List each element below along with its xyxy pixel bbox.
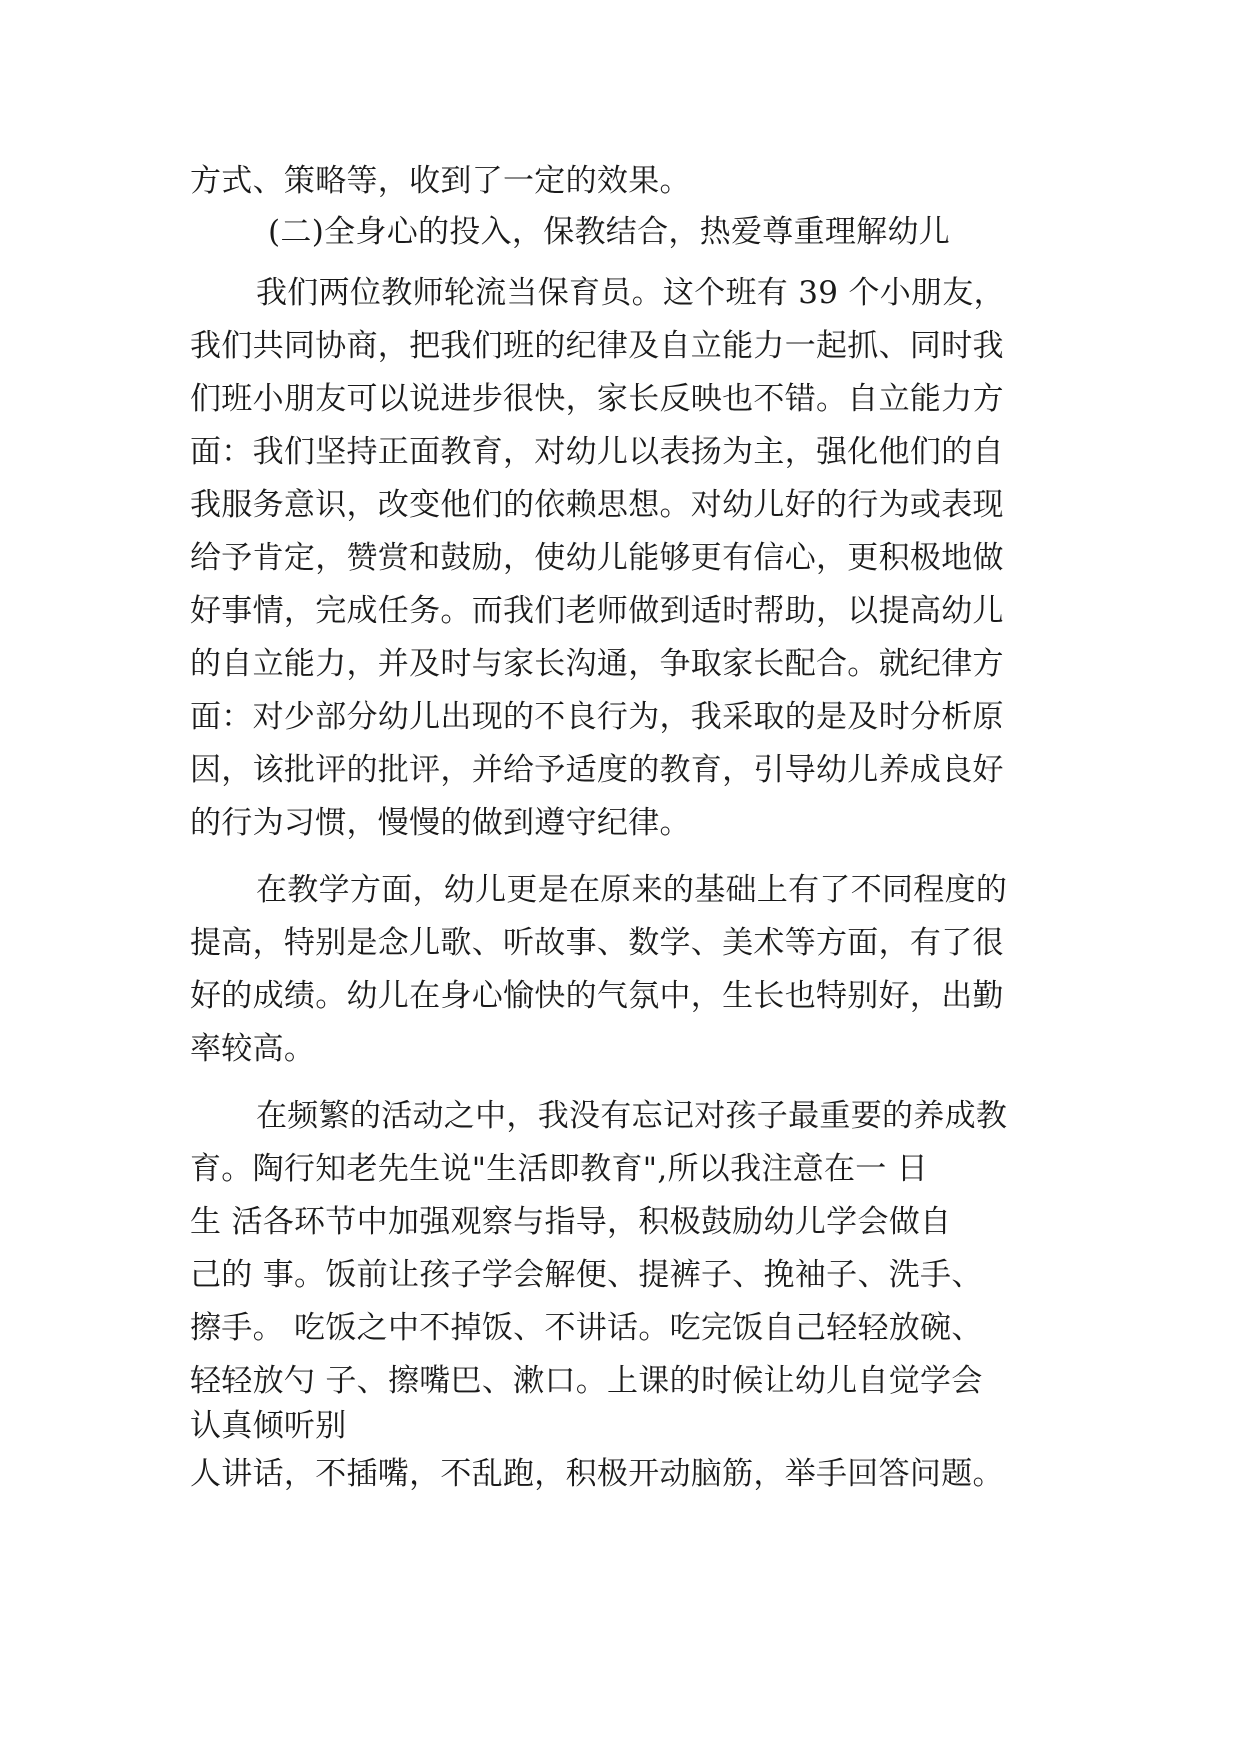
text-line: 人讲话，不插嘴，不乱跑，积极开动脑筋，举手回答问题。 — [190, 1456, 1004, 1492]
text-line: 育。陶行知老先生说"生活即教育",所以我注意在一 日 — [190, 1151, 929, 1187]
text-line: 好事情，完成任务。而我们老师做到适时帮助，以提高幼儿 — [190, 593, 1004, 629]
text-line: 方式、策略等，收到了一定的效果。 — [190, 163, 691, 199]
text-line: 提高，特别是念儿歌、听故事、数学、美术等方面，有了很 — [190, 925, 1004, 961]
text-line: 在教学方面，幼儿更是在原来的基础上有了不同程度的 — [256, 872, 1008, 908]
text-line: 的行为习惯，慢慢的做到遵守纪律。 — [190, 805, 691, 841]
text-line: 我们共同协商，把我们班的纪律及自立能力一起抓、同时我 — [190, 328, 1004, 364]
text-line: 给予肯定，赞赏和鼓励，使幼儿能够更有信心，更积极地做 — [190, 540, 1004, 576]
text-line: 生 活各环节中加强观察与指导，积极鼓励幼儿学会做自 — [190, 1204, 952, 1240]
text-line: 面：对少部分幼儿出现的不良行为，我采取的是及时分析原 — [190, 699, 1004, 735]
text-line: 在频繁的活动之中，我没有忘记对孩子最重要的养成教 — [256, 1098, 1008, 1134]
text-line: 率较高。 — [190, 1031, 316, 1067]
text-line: 擦手。 吃饭之中不掉饭、不讲话。吃完饭自己轻轻放碗、 — [190, 1310, 983, 1346]
text-line: 们班小朋友可以说进步很快，家长反映也不错。自立能力方 — [190, 381, 1004, 417]
text-line: 我们两位教师轮流当保育员。这个班有 39 个小朋友， — [256, 275, 1005, 311]
text-line: 好的成绩。幼儿在身心愉快的气氛中，生长也特别好，出勤 — [190, 978, 1004, 1014]
text-line: 轻轻放勺 子、擦嘴巴、漱口。上课的时候让幼儿自觉学会 — [190, 1363, 983, 1399]
text-line: 的自立能力，并及时与家长沟通，争取家长配合。就纪律方 — [190, 646, 1004, 682]
text-line: 认真倾听别 — [190, 1408, 347, 1444]
text-line: 因，该批评的批评，并给予适度的教育，引导幼儿养成良好 — [190, 752, 1004, 788]
text-line: 面：我们坚持正面教育，对幼儿以表扬为主，强化他们的自 — [190, 434, 1004, 470]
text-line: 我服务意识，改变他们的依赖思想。对幼儿好的行为或表现 — [190, 487, 1004, 523]
section-heading: (二)全身心的投入，保教结合，热爱尊重理解幼儿 — [268, 214, 951, 250]
text-line: 己的 事。饭前让孩子学会解便、提裤子、挽袖子、洗手、 — [190, 1257, 983, 1293]
